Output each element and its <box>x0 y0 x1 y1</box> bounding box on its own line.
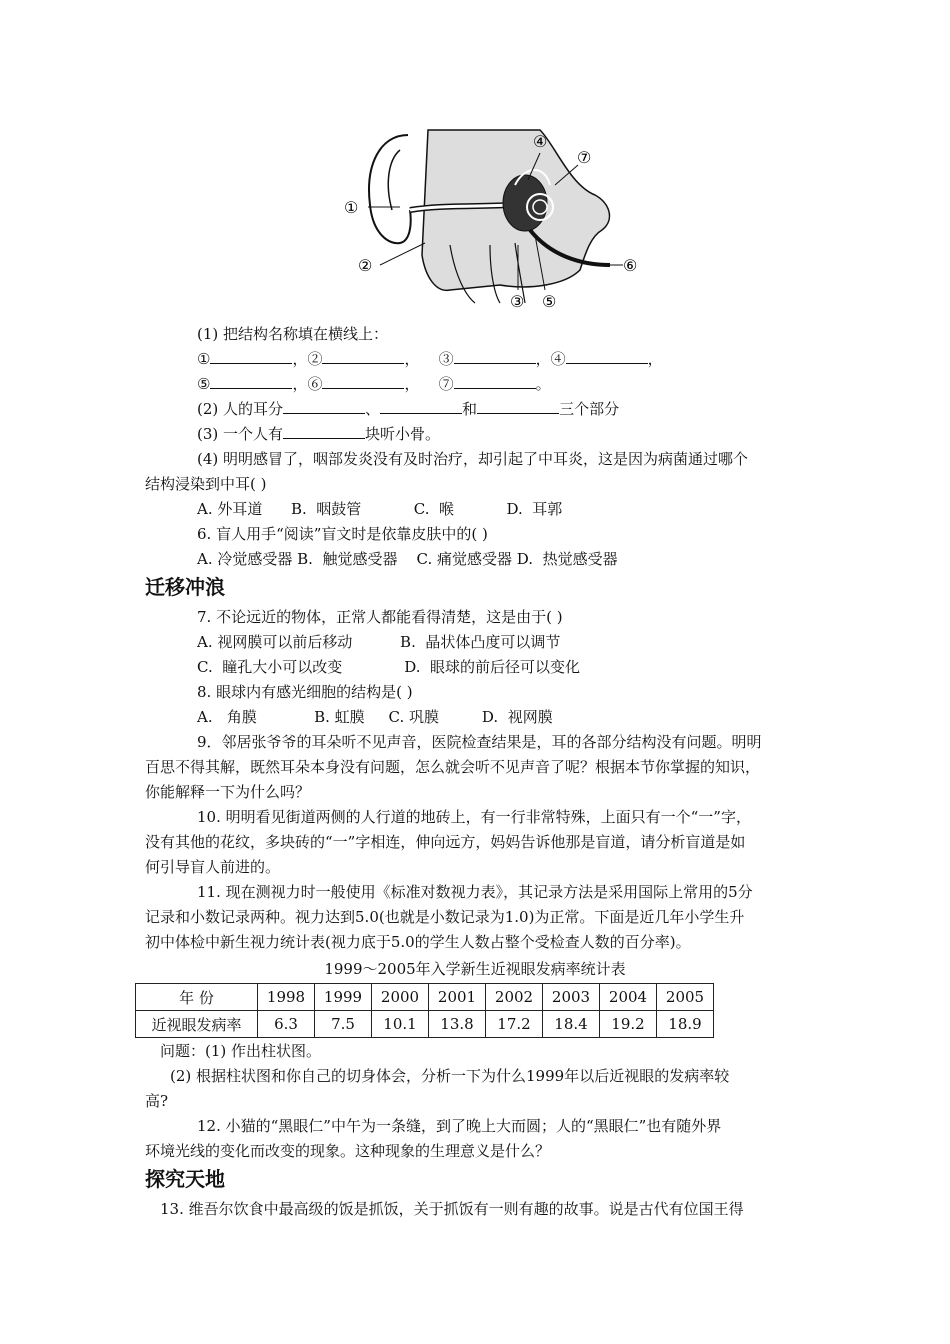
diagram-label-5: ⑤ <box>542 292 557 310</box>
table-row-years <box>136 984 714 1011</box>
sep: 。 <box>535 375 551 393</box>
label-2: ，② <box>292 350 323 368</box>
answer-blank-2[interactable] <box>322 349 404 364</box>
table-cell-rate: 18.9 <box>657 1011 714 1038</box>
q11-sub2-line1: (2) 根据柱状图和你自己的切身体会，分析一下为什么1999年以后近视眼的发病率较 <box>170 1067 730 1085</box>
label-6: ，⑥ <box>292 375 323 393</box>
q7-options-ab: A. 视网膜可以前后移动 B. 晶状体凸度可以调节 <box>197 633 561 651</box>
answer-blank-ear-part-3[interactable] <box>477 399 559 414</box>
answer-blank-6[interactable] <box>322 374 404 389</box>
sep: ， <box>404 350 420 368</box>
diagram-label-4: ④ <box>533 132 548 151</box>
answer-blank-7[interactable] <box>454 374 536 389</box>
table-cell-year: 2001 <box>429 984 486 1011</box>
q11-sub2-line2: 高? <box>145 1092 169 1110</box>
q12-line2: 环境光线的变化而改变的现象。这种现象的生理意义是什么？ <box>145 1142 551 1160</box>
q9-line3: 你能解释一下为什么吗？ <box>145 783 311 801</box>
table-row-rates <box>136 1011 714 1038</box>
diagram-label-7: ⑦ <box>577 148 592 167</box>
q6-options: A. 冷觉感受器 B. 触觉感受器 C. 痛觉感受器 D. 热觉感受器 <box>197 550 618 568</box>
label-5: ⑤ <box>197 375 211 393</box>
q9-line1: 9．邻居张爷爷的耳朵听不见声音，医院检查结果是，耳的各部分结构没有问题。明明 <box>197 733 762 751</box>
label-4: ，④ <box>535 350 566 368</box>
q10-line3: 何引导盲人前进的。 <box>145 858 281 876</box>
q13-line1: 13. 维吾尔饮食中最高级的饭是抓饭，关于抓饭有一则有趣的故事。说是古代有位国王得 <box>160 1200 744 1218</box>
table-cell-rate: 19.2 <box>600 1011 657 1038</box>
table-cell-year: 2003 <box>543 984 600 1011</box>
q7-question: 7. 不论远近的物体，正常人都能看得清楚，这是由于( ) <box>197 608 563 626</box>
table-caption: 1999～2005年入学新生近视眼发病率统计表 <box>324 960 626 978</box>
q8-options: A. 角膜 B. 虹膜 C. 巩膜 D. 视网膜 <box>197 708 553 726</box>
q10-line2: 没有其他的花纹，多块砖的“一”字相连，伸向远方，妈妈告诉他那是盲道，请分析盲道是如 <box>145 833 746 851</box>
label-3: ③ <box>438 350 454 368</box>
diagram-label-6: ⑥ <box>623 256 638 275</box>
section-heading-explore: 探究天地 <box>145 1167 225 1191</box>
answer-blank-1[interactable] <box>210 349 292 364</box>
answer-blank-ear-part-2[interactable] <box>380 399 462 414</box>
q11-line1: 11. 现在测视力时一般使用《标准对数视力表》，其记录方法是采用国际上常用的5分 <box>197 883 753 901</box>
table-cell-rate: 7.5 <box>315 1011 372 1038</box>
table-cell-rate: 6.3 <box>258 1011 315 1038</box>
table-cell-year: 1999 <box>315 984 372 1011</box>
table-header-year: 年 份 <box>136 984 258 1011</box>
table-cell-rate: 13.8 <box>429 1011 486 1038</box>
answer-blank-5[interactable] <box>210 374 292 389</box>
answer-blank-3[interactable] <box>454 349 536 364</box>
q9-line2: 百思不得其解，既然耳朵本身没有问题，怎么就会听不见声音了呢？根据本节你掌握的知识， <box>145 758 761 776</box>
q11-sub1: 问题：(1) 作出柱状图。 <box>160 1042 322 1060</box>
q5-sub4-line2: 结构浸染到中耳( ) <box>145 475 267 493</box>
sep: ， <box>404 375 420 393</box>
q11-line2: 记录和小数记录两种。视力达到5.0(也就是小数记录为1.0)为正常。下面是近几年小学生升 <box>145 908 745 926</box>
table-cell-rate: 17.2 <box>486 1011 543 1038</box>
answer-blank-ear-part-1[interactable] <box>283 399 365 414</box>
table-header-rate: 近视眼发病率 <box>136 1011 258 1038</box>
q6-question: 6. 盲人用手“阅读”盲文时是依靠皮肤中的( ) <box>197 525 488 543</box>
q5-sub2: (2) 人的耳分 、 和 三个部分 <box>197 400 620 418</box>
table-cell-year: 2000 <box>372 984 429 1011</box>
section-heading-transfer: 迁移冲浪 <box>145 575 225 599</box>
sep: ， <box>647 350 663 368</box>
q5-row2 <box>197 373 551 395</box>
q10-line1: 10. 明明看见街道两侧的人行道的地砖上，有一行非常特殊，上面只有一个“一”字， <box>197 808 751 826</box>
diagram-label-3: ③ <box>510 292 525 310</box>
label-1: ① <box>197 350 211 368</box>
table-cell-year: 1998 <box>258 984 315 1011</box>
diagram-label-2: ② <box>358 256 373 275</box>
q5-sub4-line1: (4) 明明感冒了，咽部发炎没有及时治疗，却引起了中耳炎，这是因为病菌通过哪个 <box>197 450 749 468</box>
table-cell-rate: 10.1 <box>372 1011 429 1038</box>
q5-sub1-intro: (1) 把结构名称填在横线上： <box>197 325 389 343</box>
q11-line3: 初中体检中新生视力统计表(视力底于5.0的学生人数占整个受检查人数的百分率)。 <box>145 933 691 951</box>
table-cell-year: 2005 <box>657 984 714 1011</box>
answer-blank-4[interactable] <box>566 349 648 364</box>
label-7: ⑦ <box>438 375 454 393</box>
diagram-label-1: ① <box>344 198 359 217</box>
table-cell-year: 2004 <box>600 984 657 1011</box>
answer-blank-ossicles[interactable] <box>283 424 365 439</box>
myopia-rate-table <box>135 983 714 1038</box>
q8-question: 8. 眼球内有感光细胞的结构是( ) <box>197 683 413 701</box>
q7-options-cd: C. 瞳孔大小可以改变 D. 眼球的前后径可以变化 <box>197 658 581 676</box>
table-cell-rate: 18.4 <box>543 1011 600 1038</box>
q5-options: A. 外耳道 B. 咽鼓管 C. 喉 D. 耳郭 <box>197 500 563 518</box>
q5-row1 <box>197 348 663 370</box>
q12-line1: 12. 小猫的“黑眼仁”中午为一条缝，到了晚上大而圆；人的“黑眼仁”也有随外界 <box>197 1117 722 1135</box>
table-cell-year: 2002 <box>486 984 543 1011</box>
q5-sub3: (3) 一个人有 块听小骨。 <box>197 425 441 443</box>
ear-structure-diagram <box>340 125 640 310</box>
